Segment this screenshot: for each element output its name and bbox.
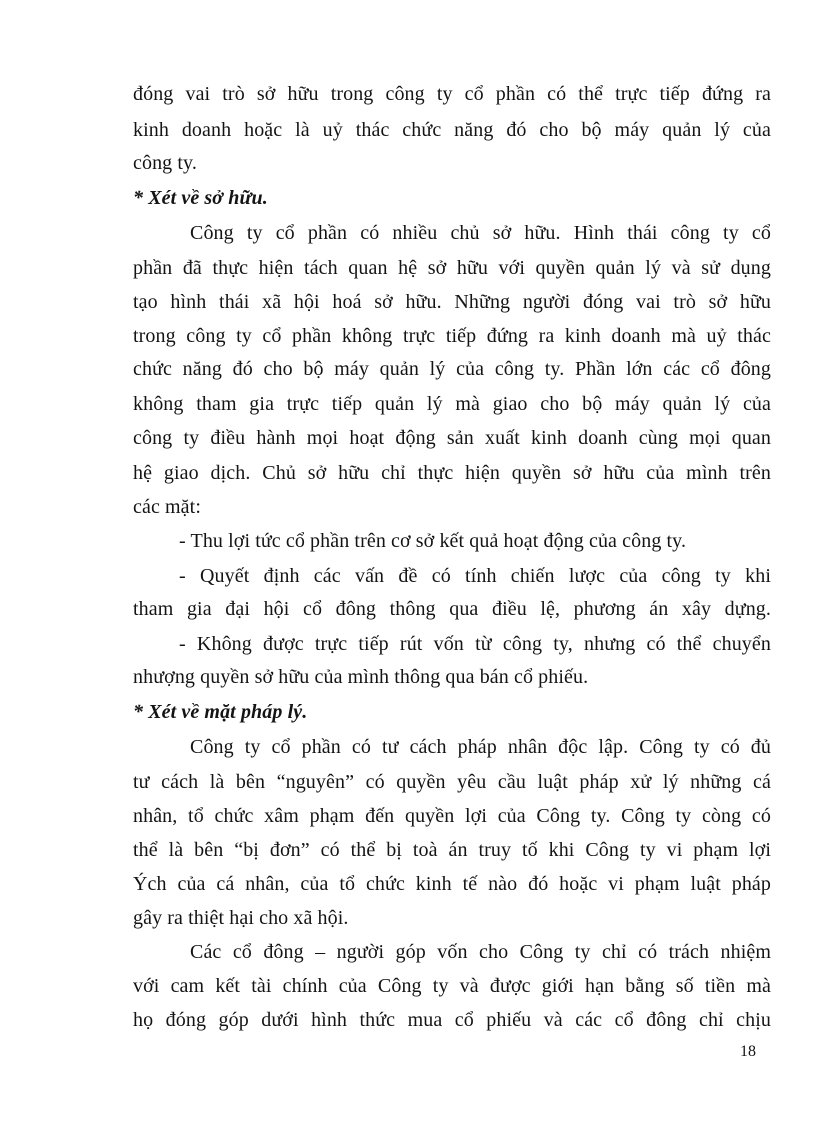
text-line: tham gia đại hội cổ đông thông qua điều lệ, phương án xây dựng. xyxy=(133,598,771,620)
text-line: nhân, tổ chức xâm phạm đến quyền lợi của Công ty. Công ty còng có xyxy=(133,805,771,827)
text-line: tạo hình thái xã hội hoá sở hữu. Những người đóng vai trò sở hữu xyxy=(133,291,771,313)
text-line: Ých của cá nhân, của tổ chức kinh tế nào đó hoặc vi phạm luật pháp xyxy=(133,873,771,895)
text-line: phần đã thực hiện tách quan hệ sở hữu với quyền quản lý và sử dụng xyxy=(133,257,771,279)
text-line: họ đóng góp dưới hình thức mua cổ phiếu và các cổ đông chỉ chịu xyxy=(133,1009,771,1031)
text-line: công ty. xyxy=(133,152,197,174)
text-line: trong công ty cổ phần không trực tiếp đứng ra kinh doanh mà uỷ thác xyxy=(133,325,771,347)
text-line: nhượng quyền sở hữu của mình thông qua bán cổ phiếu. xyxy=(133,666,589,688)
text-line: kinh doanh hoặc là uỷ thác chức năng đó cho bộ máy quản lý của xyxy=(133,119,771,141)
text-line: tư cách là bên “nguyên” có quyền yêu cầu luật pháp xử lý những cá xyxy=(133,771,771,793)
text-line: Công ty cổ phần có tư cách pháp nhân độc lập. Công ty có đủ xyxy=(190,736,771,758)
bullet-item: - Không được trực tiếp rút vốn từ công ty, nhưng có thể chuyển xyxy=(179,633,771,655)
text-line: không tham gia trực tiếp quản lý mà giao cho bộ máy quản lý của xyxy=(133,393,771,415)
page-number: 18 xyxy=(740,1043,756,1060)
text-line: hệ giao dịch. Chủ sở hữu chỉ thực hiện quyền sở hữu của mình trên xyxy=(133,462,771,484)
section-heading: * Xét về sở hữu. xyxy=(133,187,268,209)
section-heading: * Xét về mặt pháp lý. xyxy=(133,701,308,723)
text-line: gây ra thiệt hại cho xã hội. xyxy=(133,907,349,929)
text-line: với cam kết tài chính của Công ty và được giới hạn bằng số tiền mà xyxy=(133,975,771,997)
text-line: Công ty cổ phần có nhiều chủ sở hữu. Hình thái công ty cổ xyxy=(190,222,771,244)
bullet-item: - Quyết định các vấn đề có tính chiến lược của công ty khi xyxy=(179,565,771,587)
text-line: công ty điều hành mọi hoạt động sản xuất kinh doanh cùng mọi quan xyxy=(133,427,771,449)
text-line: chức năng đó cho bộ máy quản lý của công ty. Phần lớn các cổ đông xyxy=(133,358,771,380)
bullet-item: - Thu lợi tức cổ phần trên cơ sở kết quả hoạt động của công ty. xyxy=(179,530,687,552)
text-line: thể là bên “bị đơn” có thể bị toà án truy tố khi Công ty vi phạm lợi xyxy=(133,839,771,861)
text-line: các mặt: xyxy=(133,496,201,518)
text-line: đóng vai trò sở hữu trong công ty cổ phần có thể trực tiếp đứng ra xyxy=(133,83,771,105)
text-line: Các cổ đông – người góp vốn cho Công ty chỉ có trách nhiệm xyxy=(190,941,771,963)
